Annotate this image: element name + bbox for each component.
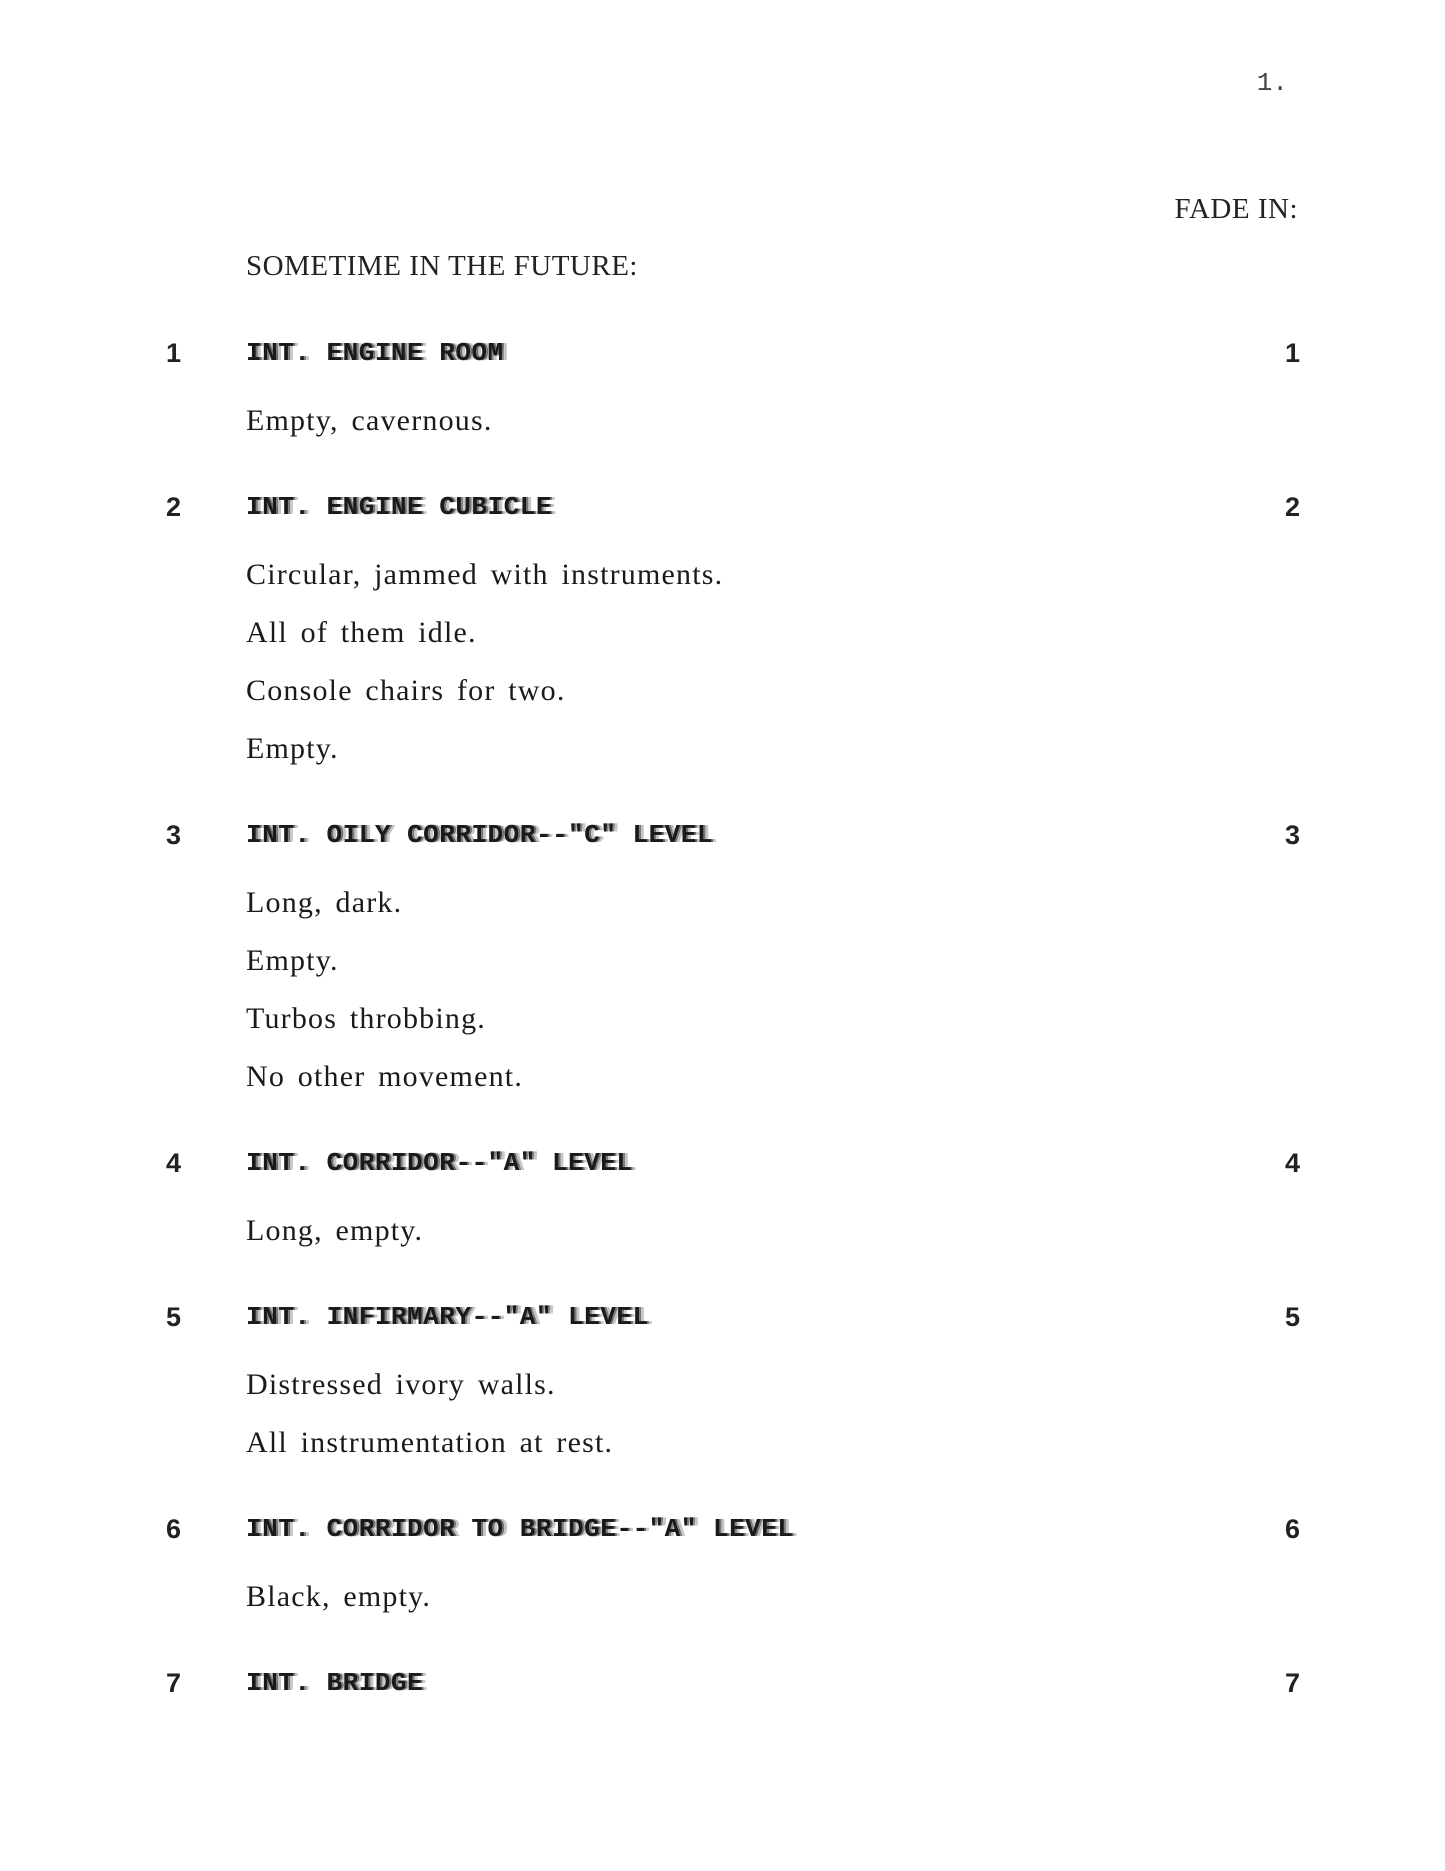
scene-number-right: 1 <box>1284 338 1300 368</box>
action-block <box>246 1202 1445 1260</box>
scene-block <box>0 1148 1445 1260</box>
scene-heading-row <box>0 1514 1445 1554</box>
action-block <box>246 392 1445 450</box>
action-line: Distressed ivory walls. <box>246 1368 556 1401</box>
scene-heading-row <box>0 338 1445 378</box>
scene-block <box>0 1302 1445 1472</box>
scene-number-right: 7 <box>1284 1668 1300 1698</box>
scene-number-left: 5 <box>166 1302 182 1332</box>
scene-heading: INT. CORRIDOR TO BRIDGE--"A" LEVEL <box>246 1514 794 1544</box>
action-line: All instrumentation at rest. <box>246 1426 614 1459</box>
action-block <box>246 1356 1445 1472</box>
action-line: Empty, cavernous. <box>246 404 493 437</box>
scene-number-right: 4 <box>1284 1148 1300 1178</box>
scene-block <box>0 1514 1445 1626</box>
scene-block <box>0 820 1445 1106</box>
scene-list <box>0 338 1445 1750</box>
scene-heading-row <box>0 492 1445 532</box>
scene-number-left: 4 <box>166 1148 182 1178</box>
scene-heading: INT. BRIDGE <box>246 1668 424 1698</box>
scene-heading-row <box>0 1148 1445 1188</box>
action-line: Turbos throbbing. <box>246 1002 486 1035</box>
scene-heading: INT. INFIRMARY--"A" LEVEL <box>246 1302 649 1332</box>
action-line: Empty. <box>246 944 339 977</box>
transition-fade-in: FADE IN: <box>1174 193 1298 225</box>
action-line: Long, dark. <box>246 886 403 919</box>
action-block <box>246 1568 1445 1626</box>
scene-block <box>0 1668 1445 1708</box>
scene-block <box>0 492 1445 778</box>
scene-heading-row <box>0 1668 1445 1708</box>
scene-heading: INT. CORRIDOR--"A" LEVEL <box>246 1148 633 1178</box>
action-line: No other movement. <box>246 1060 524 1093</box>
scene-number-left: 2 <box>166 492 182 522</box>
scene-number-left: 7 <box>166 1668 182 1698</box>
action-line: Long, empty. <box>246 1214 424 1247</box>
scene-heading-row <box>0 820 1445 860</box>
action-block <box>246 874 1445 1106</box>
scene-number-right: 6 <box>1284 1514 1300 1544</box>
scene-heading: INT. OILY CORRIDOR--"C" LEVEL <box>246 820 713 850</box>
scene-number-right: 3 <box>1284 820 1300 850</box>
page-number: 1. <box>1256 68 1288 98</box>
scene-number-left: 1 <box>166 338 182 368</box>
scene-number-right: 5 <box>1284 1302 1300 1332</box>
scene-heading-row <box>0 1302 1445 1342</box>
action-line: Black, empty. <box>246 1580 432 1613</box>
scene-number-left: 6 <box>166 1514 182 1544</box>
action-block <box>246 546 1445 778</box>
scene-block <box>0 338 1445 450</box>
scene-number-left: 3 <box>166 820 182 850</box>
action-line: All of them idle. <box>246 616 477 649</box>
action-line: Console chairs for two. <box>246 674 566 707</box>
action-line: Circular, jammed with instruments. <box>246 558 724 591</box>
scene-heading: INT. ENGINE ROOM <box>246 338 504 368</box>
scene-heading: INT. ENGINE CUBICLE <box>246 492 552 522</box>
scene-number-right: 2 <box>1284 492 1300 522</box>
preamble-text: SOMETIME IN THE FUTURE: <box>246 250 638 282</box>
action-line: Empty. <box>246 732 339 765</box>
